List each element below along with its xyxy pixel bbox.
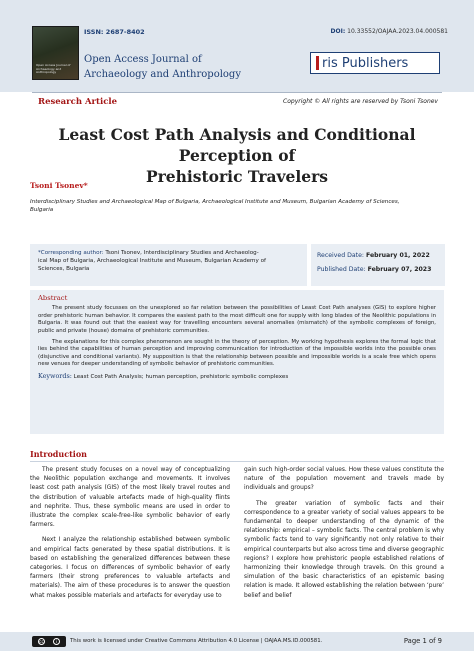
header-divider [32, 92, 442, 93]
received-value: February 01, 2022 [365, 252, 430, 259]
article-type: Research Article [38, 97, 118, 107]
received-label: Received Date: [317, 252, 364, 259]
abstract-paragraph-1: The present study focusses on the unexplored so far relation between the possibilities of Least Cost Path analyses (GIS) to explore higher order prehistoric human behavior. It compares the easiest path to the most difficult one for supply with long blades of the Neolithic populations in Bulgaria. It was found out that the easiest way for travelling encounters several anomalies (mismatch) of the symbolic complexes of foreign, public and private (house) domains of prehistoric communities. [38, 305, 436, 334]
body-column-left [30, 466, 230, 607]
corresponding-line1 [38, 249, 299, 257]
cc-license-badge[interactable] [32, 636, 66, 647]
published-label: Published Date: [317, 266, 366, 273]
corresponding-text1: Tsoni Tsonev, Interdisciplinary Studies and Archaeolog- [103, 250, 259, 256]
author-name: Tsoni Tsonev* [30, 181, 88, 190]
introduction-divider [30, 461, 444, 462]
page-number: Page 1 of 9 [403, 637, 442, 645]
corresponding-line3: Sciences, Bulgaria [38, 266, 90, 272]
keywords-label: Keywords: [38, 371, 72, 380]
journal-title [84, 52, 241, 82]
corresponding-label: *Corresponding author: [38, 250, 104, 256]
publisher-logo [310, 52, 440, 74]
affiliation-line1: Interdisciplinary Studies and Archaeological Map of Bulgaria, Archaeological Institute and Museum, Bulgarian Academy of Sciences, [30, 199, 400, 205]
abstract-heading: Abstract [38, 294, 68, 302]
doi[interactable] [331, 28, 448, 35]
doi-label: DOI: [330, 28, 346, 35]
license-text: This work is licensed under Creative Commons Attribution 4.0 License | OAJAA.MS.ID.000581. [70, 638, 323, 644]
intro-paragraph-2: Next I analyze the relationship established between symbolic and empirical facts generated by these spatial distributions. It is based on establishing the generalized differences between these categories. I focus on differences of symbolic behavior of early farmers (their strong preferences to valuable artefacts and materials). The aim of these procedures is to answer the question what makes possible materials and artefacts for everyday use to [30, 537, 230, 599]
published-date [317, 263, 439, 277]
intro-paragraph-4: The greater variation of symbolic facts and their correspondence to a greater variety of social values appears to be fundamental to deeper understanding of the dynamic of the relationship: empirical – symbolic facts. The central problem is why symbolic facts tend to vary significantly not only relative to their empirical counterparts but also across time and diverse geographic regions? I explore how prehistoric people established relations of harmonizing their knowledge through travels. On this ground a simulation of the basic characteristics of an epistemic basing relation is made. It allowed establishing the relation between ‘pure’ belief and belief [244, 500, 444, 599]
by-icon: i [53, 638, 60, 645]
dates-box [311, 244, 445, 286]
corresponding-author-box [30, 244, 307, 286]
keywords-value: Least Cost Path Analysis; human perception, prehistoric symbolic complexes [71, 373, 289, 380]
issn: ISSN: 2687-8402 [84, 28, 145, 36]
journal-title-line1: Open Access Journal of [84, 54, 202, 65]
intro-paragraph-3: gain such high-order social values. How these values constitute the nature of the population movement and travels made by individuals and groups? [244, 467, 444, 492]
keywords [38, 373, 436, 381]
publisher-logo-mark [316, 56, 319, 70]
abstract-box [30, 290, 444, 434]
publisher-name: ris Publishers [322, 55, 409, 71]
introduction-heading: Introduction [30, 449, 87, 459]
copyright-notice: Copyright © All rights are reserved by Tsoni Tsonev [283, 98, 438, 105]
journal-cover-image [32, 26, 79, 80]
affiliation-line2: Bulgaria [30, 207, 54, 213]
doi-value[interactable]: 10.33552/OAJAA.2023.04.000581 [347, 28, 448, 35]
corresponding-line2: ical Map of Bulgaria, Archaeological Institute and Museum, Bulgarian Academy of [38, 258, 266, 264]
paper-title-line1: Least Cost Path Analysis and Conditional Perception of [58, 125, 416, 165]
body-column-right [244, 466, 444, 607]
received-date [317, 249, 439, 263]
journal-title-line2: Archaeology and Anthropology [84, 69, 241, 80]
published-value: February 07, 2023 [367, 266, 432, 273]
paper-title-line2: Prehistoric Travelers [145, 167, 329, 186]
paper-title [30, 124, 444, 187]
intro-paragraph-1: The present study focuses on a novel way of conceptualizing the Neolithic population exchange and movements. It involves least cost path analysis (GIS) of the most likely travel routes and the distribution of valuable artefacts made of high-quality flints and nephrite. Thus, these symbolic means are used in order to illustrate the complex scale-free-like symbolic behavior of early farmers. [30, 467, 230, 529]
cc-icon: cc [39, 639, 44, 644]
cover-title: Open Access Journal of Archaeology and Anthropology [36, 63, 71, 75]
author-affiliation [30, 198, 444, 214]
abstract-paragraph-2: The explanations for this complex phenomenon are sought in the theory of perception. My working hypothesis explores the formal logic that lies behind the capabilities of human perception and improving communication for introduction of the impossible worlds into the possible ones (disjunctive and conditional variants). My supposition is that the relationship between possible and impossible worlds is a scale free which opens new venues for deeper understanding of symbolic behavior of prehistoric communities. [38, 339, 436, 368]
